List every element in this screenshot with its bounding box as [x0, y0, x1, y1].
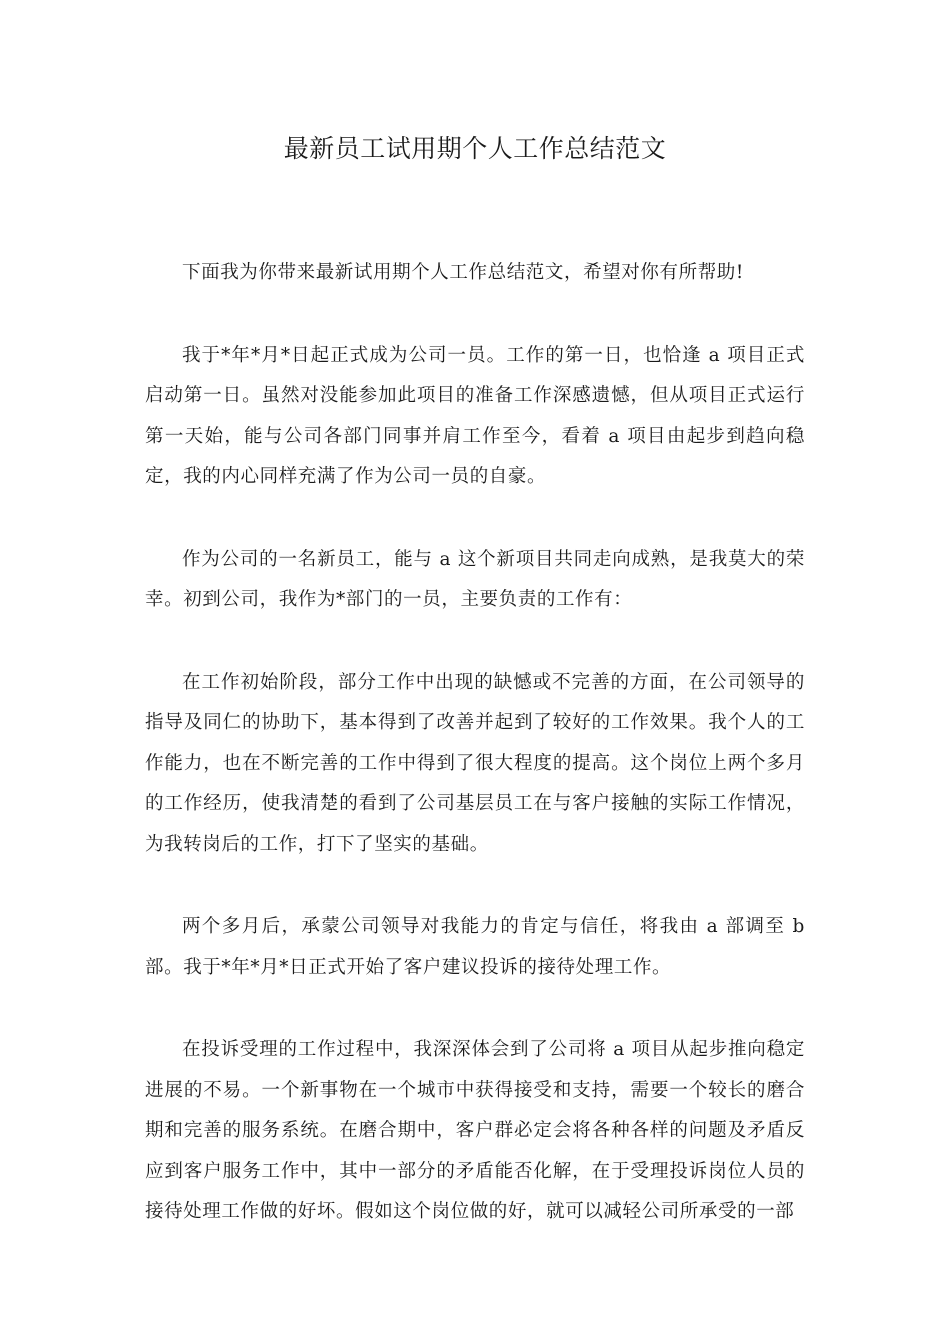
document-body [145, 253, 805, 1275]
paragraph-complaints: 在投诉受理的工作过程中，我深深体会到了公司将 a 项目从起步推向稳定进展的不易。一个新事物在一个城市中获得接受和支持，需要一个较长的磨合期和完善的服务系统。在磨合期中，客户群必定会将各种各样的问题及矛盾反应到客户服务工作中，其中一部分的矛盾能否化解，在于受理投诉岗位人员的接待处理工作做的好坏。假如这个岗位做的好，就可以减轻公司所承受的一部 [145, 1039, 805, 1222]
paragraph-intro: 下面我为你带来最新试用期个人工作总结范文，希望对你有所帮助! [182, 262, 744, 283]
document-title: 最新员工试用期个人工作总结范文 [283, 134, 667, 163]
paragraph-initial-stage: 在工作初始阶段，部分工作中出现的缺憾或不完善的方面，在公司领导的指导及同仁的协助下，基本得到了改善并起到了较好的工作效果。我个人的工作能力，也在不断完善的工作中得到了很大程度的提高。这个岗位上两个多月的工作经历，使我清楚的看到了公司基层员工在与客户接触的实际工作情况，为我转岗后的工作，打下了坚实的基础。 [145, 671, 805, 855]
paragraph-start-date: 我于*年*月*日起正式成为公司一员。工作的第一日，也恰逢 a 项目正式启动第一日。虽然对没能参加此项目的准备工作深感遗憾，但从项目正式运行第一天始，能与公司各部门同事并肩工作至今，看着 a 项目由起步到趋向稳定，我的内心同样充满了作为公司一员的自豪。 [145, 344, 805, 487]
paragraph-new-employee: 作为公司的一名新员工，能与 a 这个新项目共同走向成熟，是我莫大的荣幸。初到公司，我作为*部门的一员，主要负责的工作有： [145, 548, 805, 610]
paragraph-transfer: 两个多月后，承蒙公司领导对我能力的肯定与信任，将我由 a 部调至 b 部。我于*年*月*日正式开始了客户建议投诉的接待处理工作。 [145, 916, 805, 978]
